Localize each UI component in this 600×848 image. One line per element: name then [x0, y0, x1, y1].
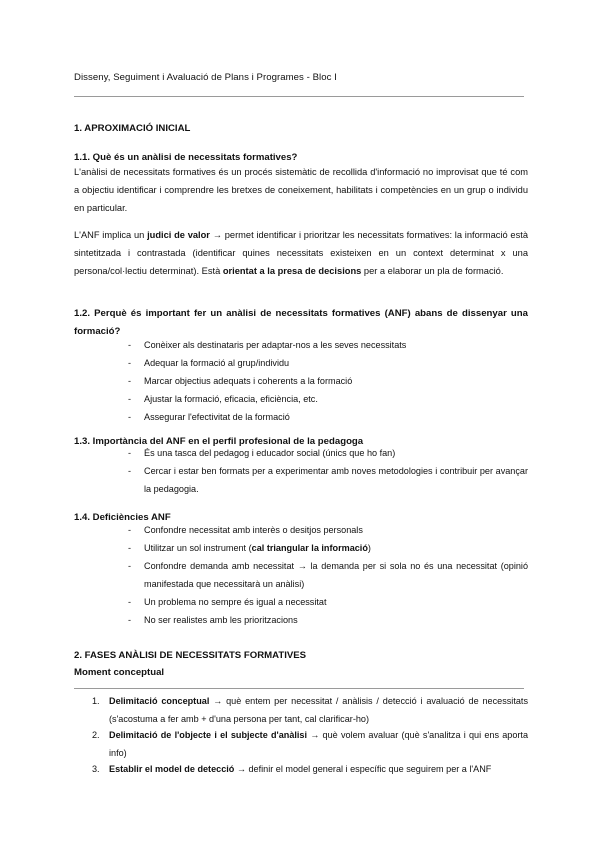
text-run: → què entem per necessitat / anàlisis / detecció i avaluació de necessitats (s'acostuma a fer amb + d'una persona per tant, cal clarificar-ho) [109, 696, 528, 724]
list-item-text: Conèixer als destinataris per adaptar-nos a les seves necessitats [144, 340, 407, 350]
subsection-1-3-heading: 1.3. Importància del ANF en el perfil profesional de la pedagoga [74, 436, 364, 447]
list-item-text: Confondre necessitat amb interès o desitjos personals [144, 525, 363, 535]
dash-bullet: - [128, 615, 132, 625]
text-run: Utilitzar un sol instrument ( [144, 543, 252, 553]
numbered-item-text [109, 726, 528, 762]
list-item-text: És una tasca del pedagog i educador social (únics que ho fan) [144, 448, 396, 458]
list-item-text: Assegurar l'efectivitat de la formació [144, 412, 290, 422]
item-number: 3. [92, 764, 100, 774]
header-divider [74, 96, 524, 97]
list-item-text: Marcar objectius adequats i coherents a la formació [144, 376, 353, 386]
dash-bullet: - [128, 543, 132, 553]
item-bold-label: Delimitació de l'objecte i el subjecte d'anàlisi [109, 730, 308, 740]
list-item-text: No ser realistes amb les prioritzacions [144, 615, 298, 625]
bold-judici-de-valor: judici de valor [147, 230, 210, 240]
text-run: → què volem avaluar (què s'analitza i qui ens aporta info) [109, 730, 529, 758]
dash-bullet: - [128, 412, 132, 422]
section-divider [74, 688, 524, 689]
dash-bullet: - [128, 466, 132, 476]
page-header: Disseny, Seguiment i Avaluació de Plans i Programes - Bloc I [74, 72, 337, 83]
subsection-1-1-heading: 1.1. Què és un anàlisi de necessitats formatives? [74, 152, 298, 163]
dash-bullet: - [128, 394, 132, 404]
item-number: 1. [92, 696, 100, 706]
subsection-1-4-heading: 1.4. Deficiències ANF [74, 512, 171, 523]
bold-triangular: cal triangular la informació [251, 543, 368, 553]
text-run: ) [367, 543, 371, 553]
subsection-1-2-heading: 1.2. Perquè és important fer un anàlisi de necessitats formatives (ANF) abans de dissenyar una formació? [74, 308, 528, 337]
list-item-text: Adequar la formació al grup/individu [144, 358, 290, 368]
list-item-text: Cercar i estar ben formats per a experimentar amb noves metodologies i contribuir per avançar la pedagogia. [144, 466, 528, 494]
section-1-heading: 1. APROXIMACIÓ INICIAL [74, 123, 191, 134]
dash-bullet: - [128, 340, 132, 350]
dash-bullet: - [128, 376, 132, 386]
item-bold-label: Delimitació conceptual [109, 696, 210, 706]
item-bold-label: Establir el model de detecció [109, 764, 235, 774]
text-run: per a elaborar un pla de formació. [361, 266, 504, 276]
list-item-text: Confondre demanda amb necessitat → la demanda per si sola no és una necessitat (opinió manifestada que necessitarà un anàlisi) [144, 561, 528, 589]
moment-conceptual-heading: Moment conceptual [74, 667, 165, 678]
dash-bullet: - [128, 358, 132, 368]
text-run: → definir el model general i específic que seguirem per a l'ANF [234, 764, 492, 774]
section-2-heading: 2. FASES ANÀLISI DE NECESSITATS FORMATIVES [74, 650, 307, 661]
paragraph-anf-definition: L'anàlisi de necessitats formatives és un procés sistemàtic de recollida d'informació no improvisat que té com a objectiu identificar i comprendre les bretxes de coneixement, habilitats i competències en un grup o individu en particular. [74, 167, 528, 213]
dash-bullet: - [128, 597, 132, 607]
bold-presa-de-decisions: orientat a la presa de decisions [222, 266, 362, 276]
list-item-text: Ajustar la formació, eficacia, eficiència, etc. [144, 394, 318, 404]
list-item-text [144, 539, 528, 557]
dash-bullet: - [128, 448, 132, 458]
text-run: → permet identificar i prioritzar les necessitats formatives: la informació està sintetitzada i contrastada (identificar quines necessitats existeixen en un context determinat x una persona/col·lectiu determinat). Està [74, 230, 529, 276]
dash-bullet: - [128, 561, 132, 571]
paragraph-anf-judgement [74, 226, 528, 280]
list-item-text: Un problema no sempre és igual a necessitat [144, 597, 327, 607]
text-run: L'ANF implica un [74, 230, 148, 240]
numbered-item-text [109, 760, 528, 778]
item-number: 2. [92, 730, 100, 740]
numbered-item-text [109, 692, 528, 728]
dash-bullet: - [128, 525, 132, 535]
